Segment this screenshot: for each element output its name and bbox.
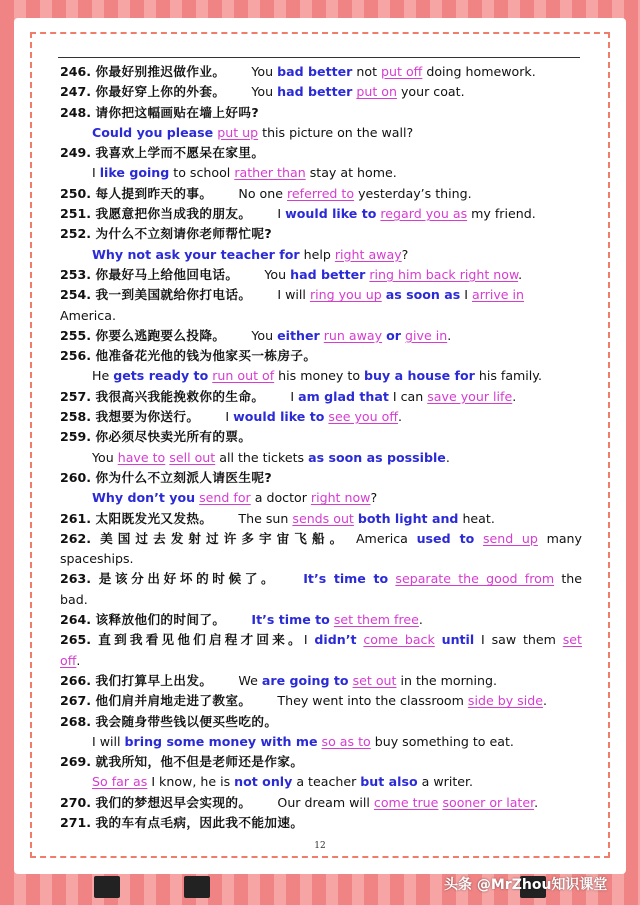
english-text: I [92,165,100,181]
english-text: I know, he is [147,774,235,790]
sentence-line [60,691,582,711]
item-number: 263. [60,571,99,587]
sentence-line [60,103,582,123]
sentence-line [60,651,582,671]
key-phrase: as soon as possible [308,449,446,465]
chinese-sentence: 为什么不立刻请你老师帮忙呢? [95,226,273,242]
sentence-line [60,610,582,630]
phrase-underlined: referred to [287,185,355,201]
chinese-sentence: 我们的梦想迟早会实现的。 [95,794,252,810]
sentence-line [60,123,582,143]
key-phrase: both light and [357,510,459,526]
english-text: in the morning. [396,672,498,688]
sentence-line [60,245,582,265]
sentence-line [60,448,582,468]
key-phrase: as soon as [385,287,461,303]
sentence-line [60,306,582,326]
chinese-sentence: 该释放他们的时间了。 [95,612,226,628]
chinese-sentence: 我想要为你送行。 [95,409,200,425]
sentence-line [60,346,582,366]
key-phrase: gets ready to [113,368,209,384]
key-phrase: Could you please [92,124,214,140]
english-text: ? [370,490,378,506]
english-text: a teacher [292,774,361,790]
item-number: 248. [60,104,96,120]
item-number: 268. [60,713,96,729]
english-text: You [251,327,278,343]
sentence-line [60,671,582,691]
watermark: 头条 @MrZhou知识课堂 [444,877,608,893]
english-text: this picture on the wall? [258,124,414,140]
english-text: I will [277,287,310,303]
sentence-line [60,285,582,305]
chinese-sentence: 直到我看见他们启程才回来。 [98,632,304,648]
key-phrase: either [277,327,320,343]
sentence-line [60,62,582,82]
sentence-line [60,509,582,529]
notebook-leg-middle [184,876,210,898]
item-number: 270. [60,794,96,810]
phrase-underlined: set out [352,672,397,688]
item-number: 269. [60,754,96,770]
chinese-sentence: 他们肩并肩地走进了教室。 [95,693,252,709]
chinese-sentence: 你为什么不立刻派人请医生呢? [95,469,273,485]
english-text: help [299,246,335,262]
key-phrase: like going [99,165,170,181]
item-number: 256. [60,348,96,364]
english-text: . [418,612,423,628]
item-number: 264. [60,612,96,628]
english-text: yesterday’s thing. [354,185,472,201]
key-phrase: Why don’t you [92,490,196,506]
sentence-list [60,62,582,833]
key-phrase: It’s time to [303,571,389,587]
sentence-line [60,366,582,386]
chinese-sentence: 我很高兴我能挽救你的生命。 [95,388,265,404]
item-number: 258. [60,409,96,425]
english-text: I saw them [474,632,563,648]
item-number: 252. [60,226,96,242]
sentence-line [60,143,582,163]
key-phrase: are going to [261,672,349,688]
phrase-underlined: ring you up [309,287,382,303]
phrase-underlined: side by side [467,693,543,709]
english-text: not [352,64,382,79]
english-text [435,632,442,647]
chinese-sentence: 我会随身带些钱以便买些吃的。 [95,713,278,729]
english-text: They went into the classroom [277,693,468,709]
header-rule [58,57,580,58]
phrase-underlined: ring him back right now [369,266,519,282]
english-text: America. [60,307,116,323]
english-text: your coat. [396,84,465,100]
key-phrase: would like to [233,409,325,425]
item-number: 261. [60,510,96,526]
english-text: . [398,409,403,425]
chinese-sentence: 你最好马上给他回电话。 [95,266,239,282]
key-phrase: am glad that [298,388,389,404]
phrase-underlined: see you off [328,409,398,425]
english-text: Our dream will [277,794,374,810]
item-number: 254. [60,287,96,303]
chinese-sentence: 我的车有点毛病，因此我不能加速。 [95,814,304,830]
phrase-underlined: off [60,652,77,668]
english-text: . [534,794,539,810]
sentence-line [60,712,582,732]
chinese-sentence: 我愿意把你当成我的朋友。 [95,206,252,222]
english-text: stay at home. [305,165,397,181]
item-number: 246. [60,64,96,79]
english-text: You [264,266,291,282]
item-number: 251. [60,206,96,222]
sentence-line [60,407,582,427]
chinese-sentence: 他准备花光他的钱为他家买一栋房子。 [95,348,317,364]
english-text: You [251,84,278,100]
sentence-line [60,813,582,833]
chinese-sentence: 请你把这幅画贴在墙上好吗? [95,104,260,120]
sentence-line [60,752,582,772]
sentence-line [60,204,582,224]
item-number: 249. [60,145,96,161]
phrase-underlined: come true [373,794,439,810]
english-text: a doctor [250,490,311,506]
key-phrase: but also [360,774,418,790]
key-phrase: or [386,327,401,343]
key-phrase: had better [277,84,353,100]
english-text: his family. [474,368,542,384]
key-phrase: Why not ask your teacher for [92,246,300,262]
chinese-sentence: 每人提到昨天的事。 [95,185,213,201]
sentence-line [60,732,582,752]
phrase-underlined: set them free [333,612,419,628]
phrase-underlined: put on [356,84,397,100]
english-text: I [290,388,299,404]
key-phrase: bring some money with me [124,733,318,749]
phrase-underlined: run out of [212,368,275,384]
english-text: I [460,287,472,303]
english-text: to school [169,165,235,181]
sentence-line [60,488,582,508]
page-number: 12 [314,841,326,851]
item-number: 265. [60,632,99,648]
english-text: I [303,632,315,648]
item-number: 262. [60,530,101,546]
phrase-underlined: right now [310,490,371,506]
english-text: a writer. [417,774,474,790]
phrase-underlined: give in [405,327,448,343]
item-number: 257. [60,388,96,404]
chinese-sentence: 太阳既发光又发热。 [95,510,213,526]
english-text: No one [238,185,287,201]
english-text: The sun [238,510,293,526]
sentence-line [60,793,582,813]
phrase-underlined: sell out [169,449,216,465]
chinese-sentence: 我一到美国就给你打电话。 [95,287,252,303]
english-text: . [512,388,517,404]
english-text: I will [92,733,125,749]
phrase-underlined: save your life [427,388,513,404]
english-text: the [554,571,582,587]
sentence-line [60,184,582,204]
english-text: ? [401,246,409,262]
english-text: . [76,652,81,668]
phrase-underlined: so as to [321,733,371,749]
english-text: America [347,530,417,546]
phrase-underlined: rather than [234,165,306,181]
sentence-line [60,265,582,285]
chinese-sentence: 就我所知，他不但是老师还是作家。 [95,754,304,770]
key-phrase: used to [416,530,475,546]
sentence-line [60,468,582,488]
item-number: 271. [60,814,96,830]
chinese-sentence: 你最好穿上你的外套。 [95,84,226,100]
english-text: his money to [274,368,365,384]
sentence-line [60,82,582,102]
phrase-underlined: So far as [92,774,148,790]
chinese-sentence: 我喜欢上学而不愿呆在家里。 [95,145,265,161]
item-number: 260. [60,469,96,485]
phrase-underlined: sooner or later [442,794,535,810]
english-text: doing homework. [422,64,536,79]
english-text: You [92,449,118,465]
sentence-line [60,529,582,549]
sentence-line [60,549,582,569]
sentence-line [60,630,582,650]
english-text: I [277,206,286,222]
phrase-underlined: set [562,632,582,648]
english-text: You [251,64,278,79]
chinese-sentence: 你必须尽快卖光所有的票。 [95,429,252,445]
chinese-sentence: 美国过去发射过许多宇宙飞船。 [100,530,348,546]
sentence-line [60,427,582,447]
item-number: 253. [60,266,96,282]
item-number: 250. [60,185,96,201]
chinese-sentence: 你最好别推迟做作业。 [95,64,226,79]
chinese-sentence: 是该分出好坏的时候了。 [98,571,278,587]
english-text: . [542,693,547,709]
english-text: . [447,327,452,343]
phrase-underlined: put off [381,64,423,79]
english-text: He [92,368,114,384]
item-number: 266. [60,672,96,688]
phrase-underlined: separate the good from [395,571,555,587]
sentence-line [60,590,582,610]
sentence-line [60,163,582,183]
item-number: 259. [60,429,96,445]
english-text: . [445,449,450,465]
phrase-underlined: right away [334,246,402,262]
phrase-underlined: send up [482,530,538,546]
phrase-underlined: put up [217,124,259,140]
phrase-underlined: run away [323,327,383,343]
item-number: 267. [60,693,96,709]
sentence-line [60,569,582,589]
english-text: buy something to eat. [370,733,514,749]
phrase-underlined: sends out [292,510,354,526]
phrase-underlined: arrive in [472,287,525,303]
notebook-leg-left [94,876,120,898]
key-phrase: It’s time to [251,612,330,628]
phrase-underlined: come back [363,632,435,648]
key-phrase: buy a house for [364,368,475,384]
key-phrase: would like to [285,206,377,222]
item-number: 247. [60,84,96,100]
english-text: I [225,409,234,425]
english-text: . [518,266,523,282]
key-phrase: had better [290,266,366,282]
phrase-underlined: regard you as [380,206,468,222]
chinese-sentence: 我们打算早上出发。 [95,672,213,688]
phrase-underlined: send for [199,490,251,506]
key-phrase: until [441,632,475,648]
english-text: We [238,672,262,688]
english-text: bad. [60,591,88,607]
english-text: spaceships. [60,551,134,567]
phrase-underlined: have to [117,449,166,465]
english-text: all the tickets [215,449,309,465]
sentence-line [60,387,582,407]
english-text: heat. [458,510,495,526]
sentence-line [60,326,582,346]
key-phrase: bad better [277,64,353,79]
chinese-sentence: 你要么逃跑要么投降。 [95,327,226,343]
english-text [474,531,483,546]
item-number: 255. [60,327,96,343]
english-text: I can [388,388,428,404]
key-phrase: not only [234,774,293,790]
key-phrase: didn’t [314,632,357,648]
sentence-line [60,224,582,244]
sentence-line [60,772,582,792]
english-text: my friend. [467,206,536,222]
english-text: many [537,530,582,546]
